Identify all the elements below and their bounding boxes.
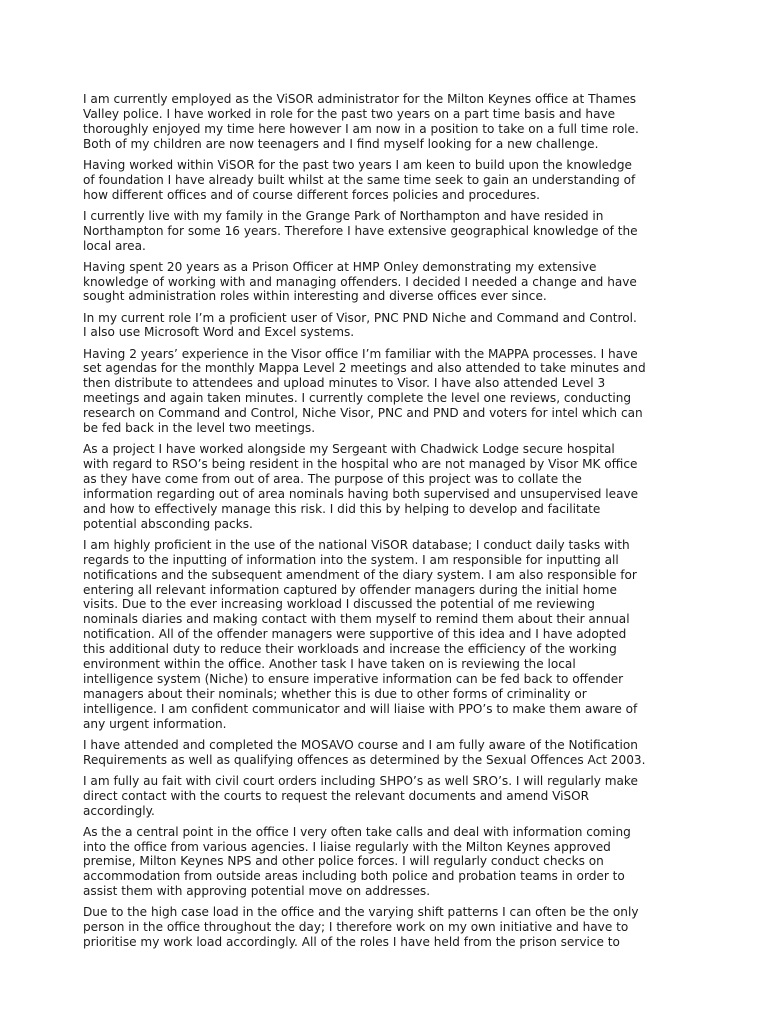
- paragraph-visor-database: I am highly proficient in the use of the national ViSOR database; I conduct daily tasks with regards to the inputting of information into the system. I am responsible for inputting all notifications and the subsequent amendment of the diary system. I am also responsible for entering all relevant information captured by offender managers during the initial home visits. Due to the ever increasing workload I discussed the potential of me reviewing nominals diaries and making contact with them myself to remind them about their annual notification. All of the offender managers were supportive of this idea and I have adopted this additional duty to reduce their workloads and increase the efficiency of the working environment within the office. Another task I have taken on is reviewing the local intelligence system (Niche) to ensure imperative information can be fed back to offender managers about their nominals; whether this is due to other forms of criminality or intelligence. I am confident communicator and will liaise with PPO’s to make them aware of any urgent information.: [83, 537, 638, 731]
- paragraph-visor-knowledge: Having worked within ViSOR for the past two years I am keen to build upon the knowledge of foundation I have already built whilst at the same time seek to gain an understanding of how different offices and of course different forces policies and procedures.: [83, 157, 636, 202]
- paragraph-project: As a project I have worked alongside my Sergeant with Chadwick Lodge secure hospital with regard to RSO’s being resident in the hospital who are not managed by Visor MK office as they have come from out of area. The purpose of this project was to collate the information regarding out of area nominals having both supervised and unsupervised leave and how to effectively manage this risk. I did this by helping to develop and facilitate potential absconding packs.: [83, 442, 639, 531]
- paragraph-court-orders: I am fully au fait with civil court orders including SHPO’s as well SRO’s. I will regularly make direct contact with the courts to request the relevant documents and amend ViSOR accordingly.: [83, 773, 638, 818]
- paragraph-current-role: I am currently employed as the ViSOR administrator for the Milton Keynes office at Thames Valley police. I have worked in role for the past two years on a part time basis and have thoroughly enjoyed my time here however I am now in a position to take on a full time role. Both of my children are now teenagers and I find myself looking for a new challenge.: [83, 92, 639, 151]
- paragraph-systems: In my current role I’m a proficient user of Visor, PNC PND Niche and Command and Control. I also use Microsoft Word and Excel systems.: [83, 310, 637, 340]
- paragraph-prison-officer: Having spent 20 years as a Prison Officer at HMP Onley demonstrating my extensive knowledge of working with and managing offenders. I decided I needed a change and have sought administration roles within interesting and diverse offices ever since.: [83, 259, 637, 304]
- document-body: [83, 92, 693, 956]
- paragraph-residence: I currently live with my family in the Grange Park of Northampton and have resided in Northampton for some 16 years. Therefore I have extensive geographical knowledge of the local area.: [83, 208, 638, 253]
- paragraph-case-load: Due to the high case load in the office and the varying shift patterns I can often be the only person in the office throughout the day; I therefore work on my own initiative and have to prioritise my work load accordingly. All of the roles I have held from the prison service to: [83, 905, 639, 950]
- paragraph-central-point: As the a central point in the office I very often take calls and deal with information coming into the office from various agencies. I liaise regularly with the Milton Keynes approved premise, Milton Keynes NPS and other police forces. I will regularly conduct checks on accommodation from outside areas including both police and probation teams in order to assist them with approving potential move on addresses.: [83, 824, 631, 899]
- paragraph-mosavo: I have attended and completed the MOSAVO course and I am fully aware of the Notification Requirements as well as qualifying offences as determined by the Sexual Offences Act 2003.: [83, 737, 646, 767]
- paragraph-mappa: Having 2 years’ experience in the Visor office I’m familiar with the MAPPA processes. I have set agendas for the monthly Mappa Level 2 meetings and also attended to take minutes and then distribute to attendees and upload minutes to Visor. I have also attended Level 3 meetings and again taken minutes. I currently complete the level one reviews, conducting research on Command and Control, Niche Visor, PNC and PND and voters for intel which can be fed back in the level two meetings.: [83, 346, 646, 436]
